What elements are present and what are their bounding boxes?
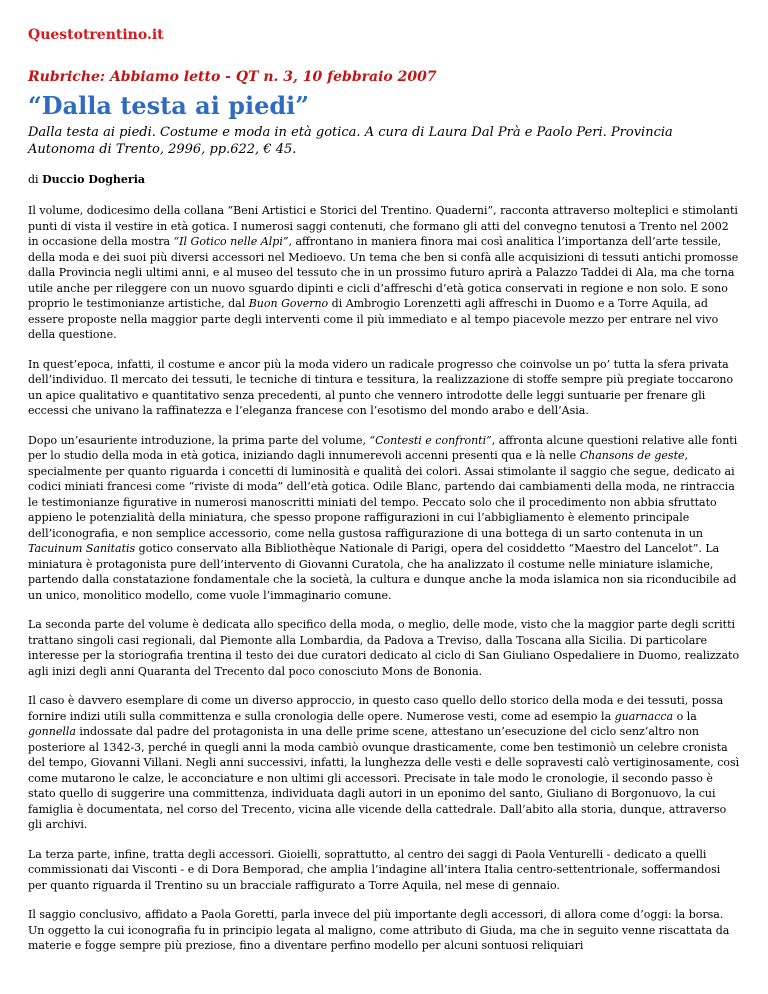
site-title-link[interactable]: Questotrentino.it <box>28 27 164 43</box>
paragraph-text: indossate dal padre del protagonista in una delle prime scene, attestano un’esecuzione del ciclo senz’altro non posteriore al 1342-3, perché in quegli anni la moda cambiò ovunque drasticamente, come ben testimoniò un celebre cronista del tempo, Giovanni Villani. Negli anni successivi, infatti, la lunghezza delle vesti e delle sopravesti calò vertiginosamente, così come mutarono le calze, le acconciature e non ultimi gli accessori. Precisate in tale modo le cronologie, il secondo passo è stato quello di suggerire una committenza, individuata dagli autori in un eponimo del santo, Giuliano di Borgonuovo, la cui famiglia è documentata, nel corso del Trecento, vicina alle vicende della cattedrale. Dall’abito alla storia, dunque, attraverso gli archivi. <box>28 725 740 831</box>
book-reference: Dalla testa ai piedi. Costume e moda in età gotica. A cura di Laura Dal Prà e Paolo Peri. Provincia Autonoma di Trento, 2996, pp.622, € 45. <box>28 125 673 157</box>
rubric-line: Rubriche: Abbiamo letto - QT n. 3, 10 febbraio 2007 <box>28 69 437 85</box>
italic-text: guarnacca <box>614 709 674 723</box>
italic-text: “Contesti e confronti” <box>369 433 492 447</box>
paragraph-text: Dopo un’esauriente introduzione, la prima parte del volume, <box>28 433 370 447</box>
article-body <box>28 203 740 954</box>
paragraph-text: , specialmente per quanto riguarda i concetti di luminosità e qualità dei colori. Assai stimolante il saggio che segue, dedicato ai codici miniati francesi come “riviste di moda” dell’età gotica. Odile Blanc, partendo dai cambiamenti della moda, ne rintraccia le testimonianze figurative in numerosi manoscritti miniati del tempo. Peccato solo che il procedimento non abbia sfruttato appieno le potenzialità della miniatura, che spesso propone raffigurazioni in cui l’abbigliamento è elemento principale dell’iconografia, e non semplice accessorio, come nella gustosa raffigurazione di una bottega di un sarto contenuta in un <box>28 449 735 540</box>
paragraph-text: o la <box>673 709 697 723</box>
italic-text: Tacuinum Sanitatis <box>28 542 136 555</box>
article-headline: “Dalla testa ai piedi” <box>28 91 310 120</box>
paragraph-text: Il volume, dodicesimo della collana “Beni Artistici e Storici del Trentino. Quaderni”, racconta attraverso molteplici e stimolanti punti di vista il vestire in età gotica. I numerosi saggi contenuti, che formano gli atti del convegno tenutosi a Trento nel 2002 in occasione della mostra <box>28 204 738 248</box>
paragraph-text: La terza parte, infine, tratta degli accessori. Gioielli, soprattutto, al centro dei saggi di Paola Venturelli - dedicato a quelli commissionati dai Visconti - e di Dora Bemporad, che amplia l’indagine all’intera Italia centro-settentrionale, soffermandosi per quanto riguarda il Trentino su un bracciale raffigurato a Torre Aquila, nel mese di gennaio. <box>28 847 721 892</box>
italic-text: Chansons de geste <box>579 449 685 462</box>
article-paragraph <box>28 693 740 833</box>
article-paragraph <box>28 203 740 343</box>
article-paragraph <box>28 617 740 679</box>
italic-text: gonnella <box>28 725 76 738</box>
paragraph-text: di Ambrogio Lorenzetti agli affreschi in Duomo e a Torre Aquila, ad essere proposte nella maggior parte degli interventi come il più immediato e al tempo piacevole mezzo per entrare nel vivo della questione. <box>28 297 719 341</box>
article-paragraph <box>28 847 740 894</box>
paragraph-text: gotico conservato alla Bibliothèque Nationale di Parigi, opera del cosiddetto “Maestro del Lancelot”. La miniatura è protagonista pure dell’intervento di Giovanni Curatola, che ha analizzato il costume nelle miniature islamiche, partendo dalla constatazione fondamentale che la società, la cultura e dunque anche la moda islamica non sia riconducibile ad un unico, monolitico modello, come vuole l’immaginario comune. <box>28 542 737 602</box>
article-paragraph <box>28 433 740 604</box>
italic-text: “Il Gotico nelle Alpi” <box>173 235 289 248</box>
paragraph-text: , affronta alcune questioni relative alle fonti per lo studio della moda in età gotica, iniziando dagli innumerevoli accenni presenti qua e là nelle <box>28 433 738 462</box>
paragraph-text: La seconda parte del volume è dedicata allo specifico della moda, o meglio, delle mode, visto che la maggior parte degli scritti trattano singoli casi regionali, dal Piemonte alla Lombardia, da Padova a Treviso, dalla Toscana alla Sicilia. Di particolare interesse per la storiografia trentina il testo dei due curatori dedicato al ciclo di San Giuliano Ospedaliere in Duomo, realizzato agli inizi degli anni Quaranta del Trecento dal poco conosciuto Mons de Bononia. <box>28 618 740 678</box>
article-paragraph <box>28 357 740 419</box>
paragraph-text: Il caso è davvero esemplare di come un diverso approccio, in questo caso quello dello storico della moda e dei tessuti, possa fornire indizi utili sulla committenza e sulla cronologia delle opere. Numerose vesti, come ad esempio la <box>28 694 724 723</box>
paragraph-text: In quest’epoca, infatti, il costume e ancor più la moda videro un radicale progresso che coinvolse un po’ tutta la sfera privata dell’individuo. Il mercato dei tessuti, le tecniche di tintura e tessitura, la realizzazione di stoffe sempre più pregiate toccarono un apice qualitativo e quantitativo senza precedenti, al punto che vennero introdotte delle leggi suntuarie per frenare gli eccessi che univano la raffinatezza e l’eleganza francese con l’esotismo del mondo arabo e dell’Asia. <box>28 357 734 417</box>
byline <box>28 172 740 187</box>
article-paragraph <box>28 907 740 954</box>
italic-text: Buon Governo <box>248 297 329 310</box>
author-name: Duccio Dogheria <box>42 173 146 186</box>
paragraph-text: Il saggio conclusivo, affidato a Paola Goretti, parla invece del più importante degli accessori, di allora come d’oggi: la borsa. Un oggetto la cui iconografia fu in principio legata al maligno, come attributo di Giuda, ma che in seguito venne riscattata da materie e fogge sempre più preziose, fino a diventare perfino modello per alcuni sontuosi reliquiari <box>28 908 730 952</box>
paragraph-text: , affrontano in maniera finora mai così analitica l’importanza dell’arte tessile, della moda e dei suoi più diversi accessori nel Medioevo. Un tema che ben si confà alle acquisizioni di tessuti antichi promosse dalla Provincia negli ultimi anni, e al museo del tessuto che in un prossimo futuro aprirà a Palazzo Taddei di Ala, ma che torna utile anche per rileggere con un nuovo sguardo dipinti e cicli d’affreschi d’età gotica conservati in regione e non solo. E sono proprio le testimonianze artistiche, dal <box>28 235 739 310</box>
byline-prefix: di <box>28 173 43 186</box>
